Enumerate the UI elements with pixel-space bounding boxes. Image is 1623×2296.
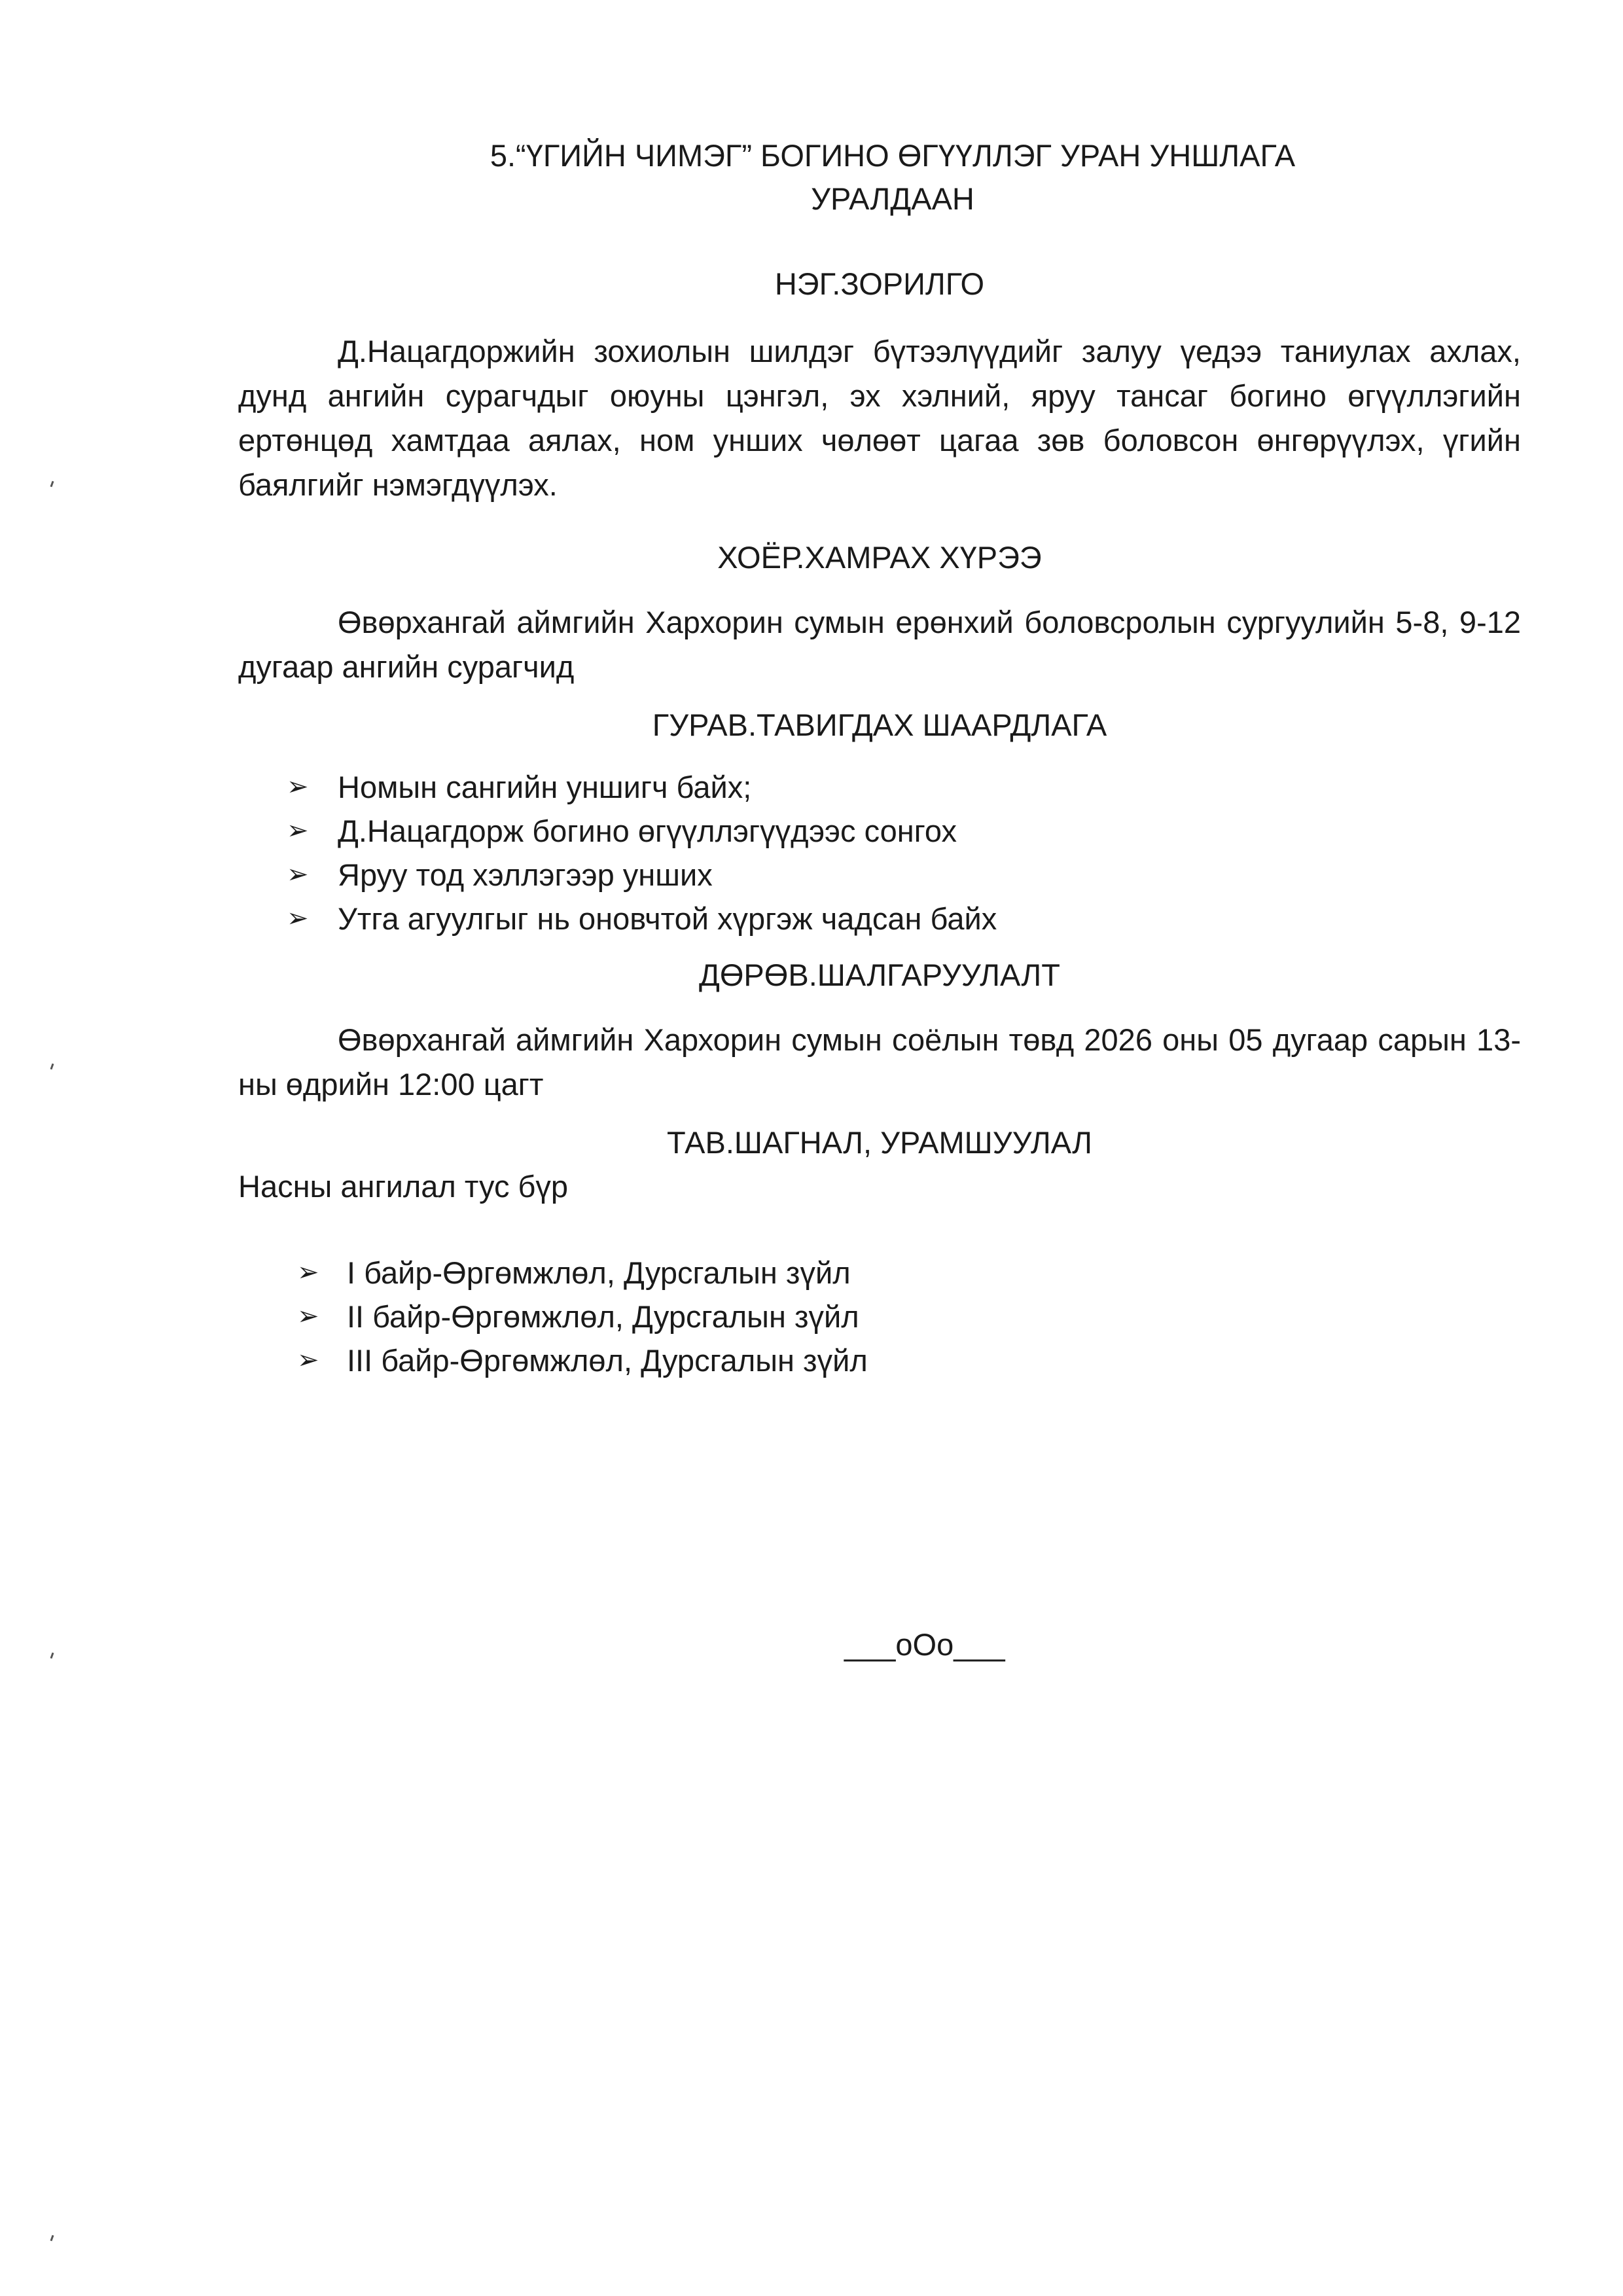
arrow-bullet-icon: ➢: [297, 1302, 319, 1331]
arrow-bullet-icon: ➢: [297, 1346, 319, 1374]
list-item: [238, 1295, 1521, 1338]
scan-speck: [50, 1064, 54, 1069]
title-line-1: 5.“ҮГИЙН ЧИМЭГ” БОГИНО ӨГҮҮЛЛЭГ УРАН УНШЛАГА: [490, 138, 1296, 173]
list-item: [238, 809, 1521, 853]
list-item: [238, 1338, 1521, 1382]
scan-speck: [50, 481, 54, 487]
arrow-bullet-icon: ➢: [287, 772, 309, 801]
list-item-label: III байр-Өргөмжлөл, Дурсгалын зүйл: [347, 1343, 868, 1378]
list-item: [238, 1251, 1521, 1295]
awards-intro: Насны ангилал тус бүр: [238, 1169, 569, 1204]
document-title: [238, 134, 1521, 221]
arrow-bullet-icon: ➢: [287, 816, 309, 845]
section-heading-selection: ДӨРӨВ.ШАЛГАРУУЛАЛТ: [699, 958, 1060, 992]
list-item-label: Яруу тод хэллэгээр унших: [338, 857, 713, 892]
section-scope-text: Өвөрхангай аймгийн Хархорин сумын ерөнхий боловсролын сургуулийн 5-8, 9-12 дугаар ангийн сурагчид: [238, 605, 1521, 684]
requirements-list: [238, 765, 1521, 941]
document-body: [238, 134, 1521, 1382]
title-line-2: УРАЛДААН: [811, 181, 974, 216]
section-selection-text: Өвөрхангай аймгийн Хархорин сумын соёлын төвд 2026 оны 05 дугаар сарын 13-ны өдрийн 12:00 цагт: [238, 1022, 1521, 1102]
arrow-bullet-icon: ➢: [297, 1258, 319, 1287]
list-item-label: Утга агуулгыг нь оновчтой хүргэж чадсан байх: [338, 901, 997, 936]
arrow-bullet-icon: ➢: [287, 860, 309, 889]
section-goal-text: Д.Нацагдоржийн зохиолын шилдэг бүтээлүүдийг залуу үедээ таниулах ахлах, дунд ангийн сурагчдыг оюуны цэнгэл, эх хэлний, яруу тансаг богино өгүүллэгийн ертөнцөд хамтдаа аялах, ном унших чөлөөт цагаа зөв боловсон өнгөрүүлэх, үгийн баялгийг нэмэгдүүлэх.: [238, 334, 1521, 502]
section-heading-scope: ХОЁР.ХАМРАХ ХҮРЭЭ: [717, 540, 1042, 575]
arrow-bullet-icon: ➢: [287, 904, 309, 933]
list-item-label: II байр-Өргөмжлөл, Дурсгалын зүйл: [347, 1299, 859, 1334]
section-heading-goal: НЭГ.ЗОРИЛГО: [774, 266, 985, 301]
list-item-label: Д.Нацагдорж богино өгүүллэгүүдээс сонгох: [338, 814, 957, 848]
scan-speck: [50, 1653, 54, 1659]
section-heading-requirements: ГУРАВ.ТАВИГДАХ ШААРДЛАГА: [652, 708, 1107, 742]
awards-list: [238, 1251, 1521, 1382]
list-item: [238, 853, 1521, 897]
list-item: [238, 897, 1521, 941]
list-item: [238, 765, 1521, 809]
closing-mark: ___oOo___: [844, 1627, 1005, 1662]
list-item-label: I байр-Өргөмжлөл, Дурсгалын зүйл: [347, 1255, 851, 1290]
section-heading-awards: ТАВ.ШАГНАЛ, УРАМШУУЛАЛ: [667, 1125, 1092, 1160]
scan-speck: [50, 2235, 54, 2241]
list-item-label: Номын сангийн уншигч байх;: [338, 770, 752, 804]
